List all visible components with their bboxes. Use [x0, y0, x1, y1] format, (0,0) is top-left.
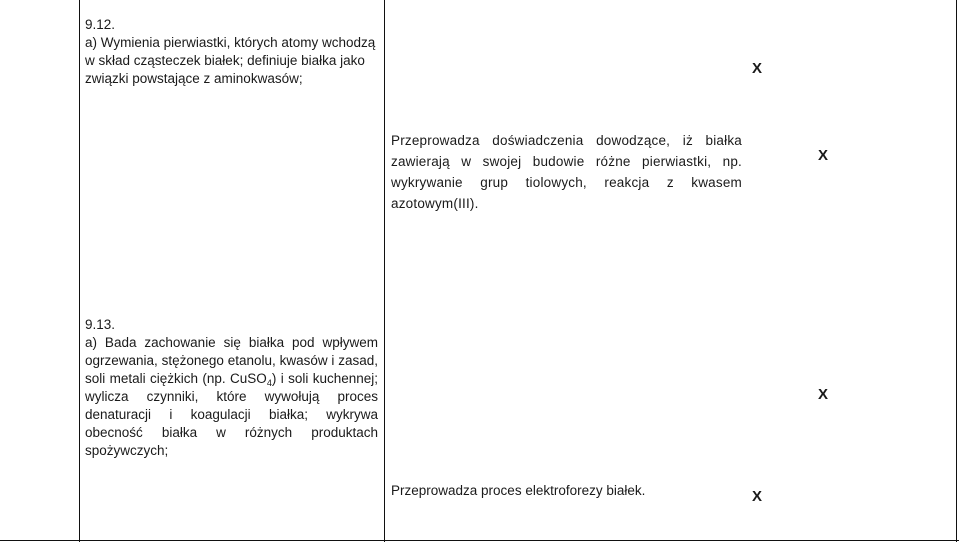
- check-mark: X: [818, 386, 829, 403]
- column-divider: [956, 0, 957, 542]
- requirement-9-13-b: [391, 482, 711, 500]
- column-divider: [79, 0, 80, 542]
- requirement-text: a) Wymienia pierwiastki, których atomy wchodzą w skład cząsteczek białek; definiuje białka jako związki powstające z aminokwasów;: [85, 35, 376, 86]
- requirement-text: Przeprowadza proces elektroforezy białek.: [391, 483, 646, 498]
- requirement-9-12-b: [391, 130, 742, 214]
- requirement-text: Przeprowadza doświadczenia dowodzące, iż białka zawierają w swojej budowie różne pierwiastki, np. wykrywanie grup tiolowych, reakcja z kwasem azotowym(III).: [391, 133, 742, 211]
- requirement-text: a) Bada zachowanie się białka pod wpływem ogrzewania, stężonego etanolu, kwasów i zasad, soli metali ciężkich (np. CuSO$_4$) i soli kuchennej; wylicza czynniki, które wywołują proces denaturacji i koagulacji białka; wykrywa obecność białka w różnych produktach spożywczych;: [85, 335, 378, 458]
- row-divider: [0, 540, 959, 541]
- section-number: 9.13.: [85, 317, 116, 332]
- column-divider: [384, 0, 385, 542]
- requirement-9-13-a: [85, 316, 378, 460]
- check-mark: X: [818, 147, 829, 164]
- check-mark: X: [752, 60, 763, 77]
- section-number: 9.12.: [85, 17, 116, 32]
- check-mark: X: [752, 488, 763, 505]
- requirement-9-12-a: [85, 16, 377, 88]
